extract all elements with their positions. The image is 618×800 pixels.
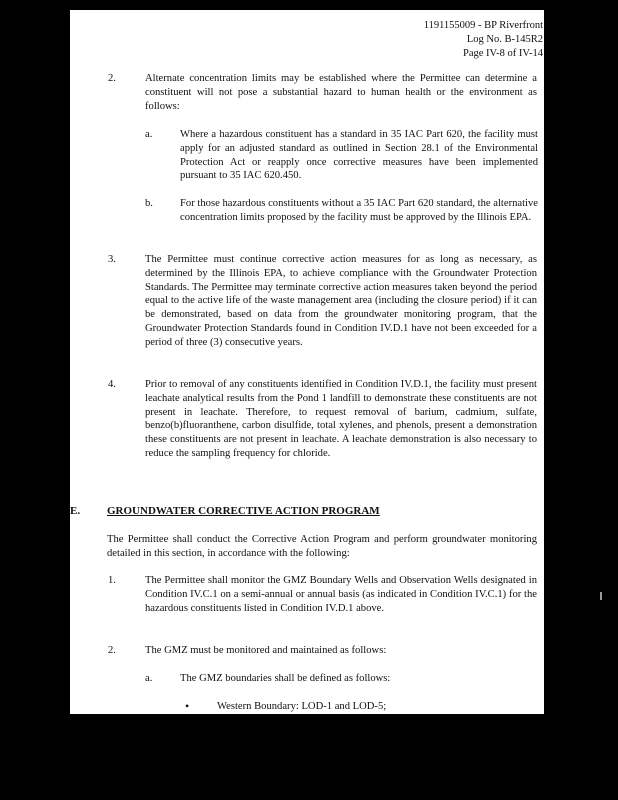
scan-artifact bbox=[600, 592, 602, 600]
section-item-1-text: The Permittee shall monitor the GMZ Boundary Wells and Observation Wells designated in Condition IV.C.1 on a semi-annual or annual basis (as indicated in Condition IV.C.1) for the hazardous constituents listed in Condition IV.D.1 above. bbox=[145, 575, 537, 614]
bullet-western-boundary: Western Boundary: LOD-1 and LOD-5; bbox=[217, 701, 387, 712]
item-2-text: Alternate concentration limits may be established where the Permittee can determine a constituent will not pose a substantial hazard to human health or the environment as follows: bbox=[145, 73, 537, 112]
section-item-2-text: The GMZ must be monitored and maintained as follows: bbox=[145, 645, 387, 656]
item-2a-letter: a. bbox=[145, 129, 153, 140]
header-page-number: Page IV-8 of IV-14 bbox=[462, 48, 543, 59]
item-4-number: 4. bbox=[108, 379, 116, 390]
header-log-number: Log No. B-145R2 bbox=[466, 34, 543, 45]
header-doc-id: 1191155009 - BP Riverfront bbox=[423, 20, 543, 31]
item-2b-letter: b. bbox=[145, 198, 153, 209]
section-e-heading bbox=[70, 504, 380, 518]
item-2a-text: Where a hazardous constituent has a standard in 35 IAC Part 620, the facility must apply for an adjusted standard as outlined in Section 28.1 of the Environmental Protection Act or reapply once corrective measures have been implemented pursuant to 35 IAC 620.450. bbox=[180, 129, 538, 182]
section-e-letter: E. bbox=[70, 505, 81, 517]
item-3-number: 3. bbox=[108, 254, 116, 265]
bullet-icon: • bbox=[185, 699, 190, 713]
document-page bbox=[70, 10, 544, 714]
section-item-2a-text: The GMZ boundaries shall be defined as follows: bbox=[180, 673, 391, 684]
section-e-title: GROUNDWATER CORRECTIVE ACTION PROGRAM bbox=[107, 505, 380, 517]
section-item-2a-letter: a. bbox=[145, 673, 153, 684]
section-item-2-number: 2. bbox=[108, 645, 116, 656]
section-e-intro: The Permittee shall conduct the Corrective Action Program and perform groundwater monitoring detailed in this section, in accordance with the following: bbox=[107, 534, 537, 559]
item-4-text: Prior to removal of any constituents identified in Condition IV.D.1, the facility must present leachate analytical results from the Pond 1 landfill to demonstrate these constituents are not present in leachate. Therefore, to request removal of barium, cadmium, sulfate, benzo(b)fluoranthene, carbon disulfide, total xylenes, and phenols, present a demonstration these constituents are not present in leachate. A leachate demonstration is also necessary to reduce the sampling frequency for chloride. bbox=[145, 379, 537, 459]
section-item-1-number: 1. bbox=[108, 575, 116, 586]
item-2-number: 2. bbox=[108, 73, 116, 84]
item-2b-text: For those hazardous constituents without a 35 IAC Part 620 standard, the alternative concentration limits proposed by the facility must be approved by the Illinois EPA. bbox=[180, 198, 538, 223]
item-3-text: The Permittee must continue corrective action measures for as long as necessary, as determined by the Illinois EPA, to achieve compliance with the Groundwater Protection Standards. The Permittee may terminate corrective action measures taken beyond the period equal to the active life of the waste management area (including the closure period) if it can be demonstrated, based on data from the groundwater monitoring program, that the Groundwater Protection Standards found in Condition IV.D.1 have not been exceeded for a period of three (3) consecutive years. bbox=[145, 254, 537, 348]
